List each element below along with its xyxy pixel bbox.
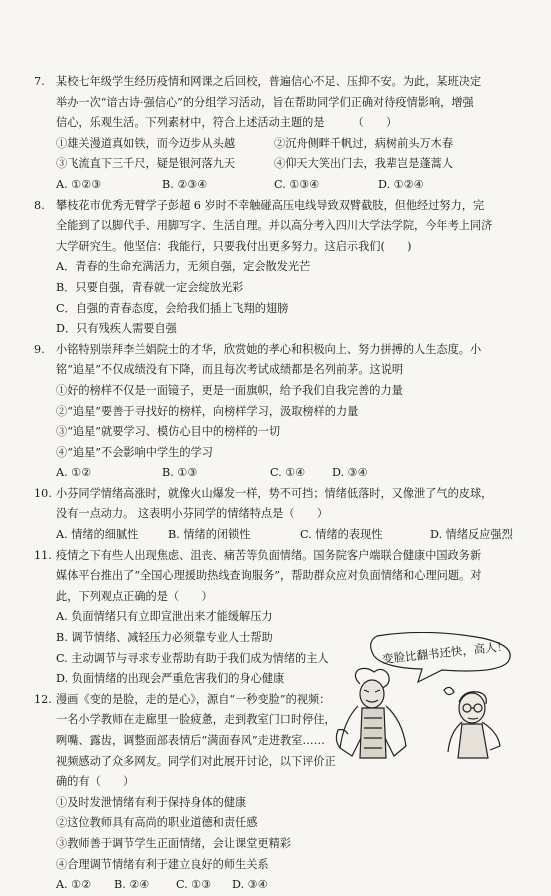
option-d[interactable]: D. 情绪反应强烈 [430,528,513,542]
cartoon-caption: 变脸比翻书还快，高人！ [381,639,509,667]
option-c[interactable]: C. ①③④ [274,177,320,191]
question-7 [34,72,527,196]
option-a[interactable]: A. ①②③ [56,177,102,191]
question-text: 一名小学教师在走廊里一脸疲惫，走到教室门口时停住， [56,713,336,727]
question-10 [34,484,527,546]
question-text: 媒体平台推出了“全国心理援助热线查询服务”，帮助群众应对负面情绪和心理问题。对 [56,569,482,583]
question-text: 咧嘴、露齿，调整面部表情后“满面春风”走进教室…… [56,734,325,747]
question-text: 大学研究生。他坚信：我能行，只要我付出更多努力。这启示我们( ) [56,239,412,253]
option-a[interactable]: A. ①② [56,466,92,480]
statement-item: ④“追星”不会影响中学生的学习 [56,445,213,459]
option-c[interactable]: C. ①③ [176,878,212,892]
statement-item: ④仰天大笑出门去，我辈岂是蓬蒿人 [274,157,454,171]
question-9 [34,340,527,484]
question-text: 攀枝花市优秀无臂学子彭超 6 岁时不幸触碰高压电线导致双臂截肢，但他经过努力，完 [56,198,485,212]
question-text: 漫画《变的是脸，走的是心》，源自“一秒变脸”的视频： [56,692,331,706]
question-number: 8. [34,198,45,212]
option-a[interactable]: A．青春的生命充满活力，无须自强，定会散发光芒 [56,260,311,274]
option-d[interactable]: D．只有残疾人需要自强 [56,322,177,336]
statement-item: ①雄关漫道真如铁，而今迈步从头越 [56,136,236,150]
question-text: 某校七年级学生经历疫情和网课之后回校，普遍信心不足、压抑不安。为此，某班决定 [56,75,482,88]
question-text: 小铭特别崇拜李兰娟院士的才华，欣赏她的孝心和积极向上、努力拼搏的人生态度。小 [56,342,482,356]
statement-item: ①及时发泄情绪有利于保持身体的健康 [56,795,247,809]
statement-item: ②沉舟侧畔千帆过，病树前头万木春 [274,136,454,150]
option-a[interactable]: A. 情绪的细腻性 [56,528,139,542]
option-c[interactable]: C. 情绪的表现性 [300,528,383,542]
cartoon-illustration [322,632,527,762]
statement-item: ②“追星”要善于寻找好的榜样，向榜样学习，汲取榜样的力量 [56,404,359,418]
question-number: 10. [34,486,52,500]
option-b[interactable]: B. 调节情绪、减轻压力必须靠专业人士帮助 [56,631,273,645]
question-text: 此，下列观点正确的是（ ） [56,589,213,603]
option-b[interactable]: B. ①③ [162,466,198,480]
question-number: 7. [34,75,45,88]
question-number: 12. [34,692,52,706]
option-b[interactable]: B. ②③④ [162,177,208,191]
question-text: 全能到了以脚代手、用脚写字、生活自理。并以高分考入四川大学法学院，今年考上同济 [56,219,493,233]
option-d[interactable]: D. ③④ [232,878,268,892]
question-8 [34,196,527,340]
question-text: 疫情之下有些人出现焦虑、沮丧、痛苦等负面情绪。国务院客户端联合健康中国政务新 [56,548,482,562]
question-text: 确的有（ ） [56,775,135,789]
teacher-figure [444,687,500,758]
statement-item: ①好的榜样不仅是一面镜子，更是一面旗帜，给予我们自我完善的力量 [56,383,403,397]
option-d[interactable]: D. ③④ [332,466,368,480]
option-d[interactable]: D. ①②④ [378,177,424,191]
question-text: 视频感动了众多网友。同学们对此展开讨论，以下评价正 [56,754,336,768]
option-b[interactable]: B. 情绪的闭锁性 [168,528,251,542]
option-c[interactable]: C．自强的青春态度，会给我们插上飞翔的翅膀 [56,301,289,315]
question-number: 11. [34,548,52,562]
statement-item: ③“追星”就要学习、模仿心目中的榜样的一切 [56,425,281,439]
question-text: 小芬同学情绪高涨时，就像火山爆发一样，势不可挡；情绪低落时，又像泄了气的皮球， [56,486,493,500]
statement-item: ③教师善于调节学生正面情绪，会让课堂更精彩 [56,836,291,850]
statement-item: ②这位教师具有高尚的职业道德和责任感 [56,816,258,830]
opera-figure [336,668,406,758]
question-text: 没有一点动力。 这表明小芬同学的情绪特点是（ ） [56,507,329,521]
question-text: 铭“追星”不仅成绩没有下降，而且每次考试成绩都是名列前茅。这说明 [56,363,404,377]
question-number: 9. [34,342,45,356]
question-text: 信心，乐观生活。下列素材中，符合上述活动主题的是 （ ） [56,116,398,130]
statement-item: ③飞流直下三千尺，疑是银河落九天 [56,157,236,171]
option-b[interactable]: B．只要自强，青春就一定会绽放光彩 [56,280,244,294]
option-b[interactable]: B. ②④ [114,878,150,892]
option-d[interactable]: D. 负面情绪的出现会严重危害我们的身心健康 [56,672,285,686]
statement-item: ④合理调节情绪有利于建立良好的师生关系 [56,857,269,871]
option-c[interactable]: C. 主动调节与寻求专业帮助有助于我们成为情绪的主人 [56,651,329,665]
option-a[interactable]: A. ①② [56,878,92,892]
option-c[interactable]: C. ①④ [270,466,306,480]
option-a[interactable]: A. 负面情绪只有立即宣泄出来才能缓解压力 [56,610,273,624]
question-text: 举办一次“谙古诗·强信心”的分组学习活动，旨在帮助同学们正确对待疫情影响，增强 [56,95,474,109]
